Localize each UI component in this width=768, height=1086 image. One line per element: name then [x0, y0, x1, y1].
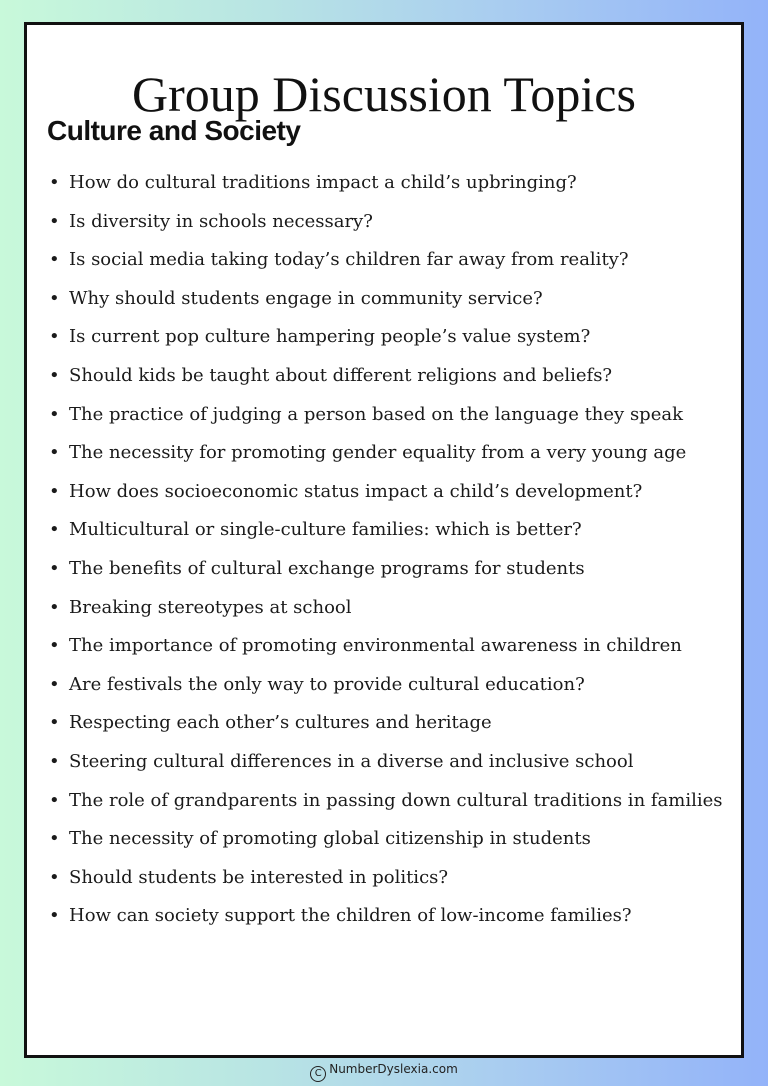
topic-item [47, 280, 727, 319]
topic-text: Should kids be taught about different religions and beliefs? [69, 364, 613, 386]
topic-item [47, 164, 727, 203]
topic-item [47, 318, 727, 357]
topic-item [47, 357, 727, 396]
topic-item [47, 550, 727, 589]
footer [0, 1062, 768, 1082]
topic-text: Respecting each other’s cultures and heritage [69, 712, 492, 734]
topic-text: Breaking stereotypes at school [69, 596, 352, 618]
bullet-icon: • [49, 596, 60, 618]
topic-item [47, 473, 727, 512]
bullet-icon: • [49, 480, 60, 502]
topic-text: The benefits of cultural exchange programs for students [69, 557, 585, 579]
topic-text: Is diversity in schools necessary? [69, 210, 373, 232]
footer-site: NumberDyslexia.com [329, 1062, 458, 1076]
topic-text: Why should students engage in community service? [69, 287, 543, 309]
topic-item [47, 859, 727, 898]
bullet-icon: • [49, 789, 60, 811]
topic-item [47, 589, 727, 628]
topic-text: The necessity of promoting global citizenship in students [69, 828, 591, 850]
topic-item [47, 820, 727, 859]
topic-item [47, 627, 727, 666]
topic-item [47, 396, 727, 435]
bullet-icon: • [49, 866, 60, 888]
bullet-icon: • [49, 750, 60, 772]
bullet-icon: • [49, 519, 60, 541]
bullet-icon: • [49, 326, 60, 348]
bullet-icon: • [49, 635, 60, 657]
bullet-icon: • [49, 364, 60, 386]
bullet-icon: • [49, 210, 60, 232]
worksheet-card [24, 22, 744, 1058]
topic-item [47, 897, 727, 936]
topic-text: Multicultural or single-culture families: which is better? [69, 519, 582, 541]
topic-text: The role of grandparents in passing down cultural traditions in families [69, 789, 723, 811]
bullet-icon: • [49, 172, 60, 193]
bullet-icon: • [49, 712, 60, 734]
topic-item [47, 203, 727, 242]
page-title: Group Discussion Topics [132, 66, 636, 122]
bullet-icon: • [49, 673, 60, 695]
bullet-icon: • [49, 442, 60, 464]
topic-text: The importance of promoting environmental awareness in children [69, 635, 682, 657]
bullet-icon: • [49, 249, 60, 271]
topic-text: Should students be interested in politics? [69, 866, 449, 888]
topic-text: How does socioeconomic status impact a child’s development? [69, 480, 643, 502]
copyright-icon: C [310, 1066, 326, 1082]
topic-item [47, 241, 727, 280]
section-heading: Culture and Society [47, 115, 301, 146]
bullet-icon: • [49, 557, 60, 579]
topic-text: Steering cultural differences in a diverse and inclusive school [69, 750, 634, 772]
bullet-icon: • [49, 905, 60, 927]
topic-item [47, 511, 727, 550]
topic-text: How can society support the children of low-income families? [69, 905, 632, 927]
topic-text: The practice of judging a person based on the language they speak [69, 403, 683, 425]
bullet-icon: • [49, 287, 60, 309]
topic-text: The necessity for promoting gender equality from a very young age [69, 442, 687, 464]
topic-text: Is current pop culture hampering people’s value system? [69, 326, 591, 348]
topic-item [47, 782, 727, 821]
topic-item [47, 704, 727, 743]
topic-item [47, 434, 727, 473]
topic-text: Are festivals the only way to provide cultural education? [69, 673, 585, 695]
topic-text: How do cultural traditions impact a child’s upbringing? [69, 172, 577, 193]
topic-item [47, 666, 727, 705]
topic-item [47, 743, 727, 782]
bullet-icon: • [49, 403, 60, 425]
topic-text: Is social media taking today’s children far away from reality? [69, 249, 629, 271]
topic-list [47, 164, 727, 936]
bullet-icon: • [49, 828, 60, 850]
